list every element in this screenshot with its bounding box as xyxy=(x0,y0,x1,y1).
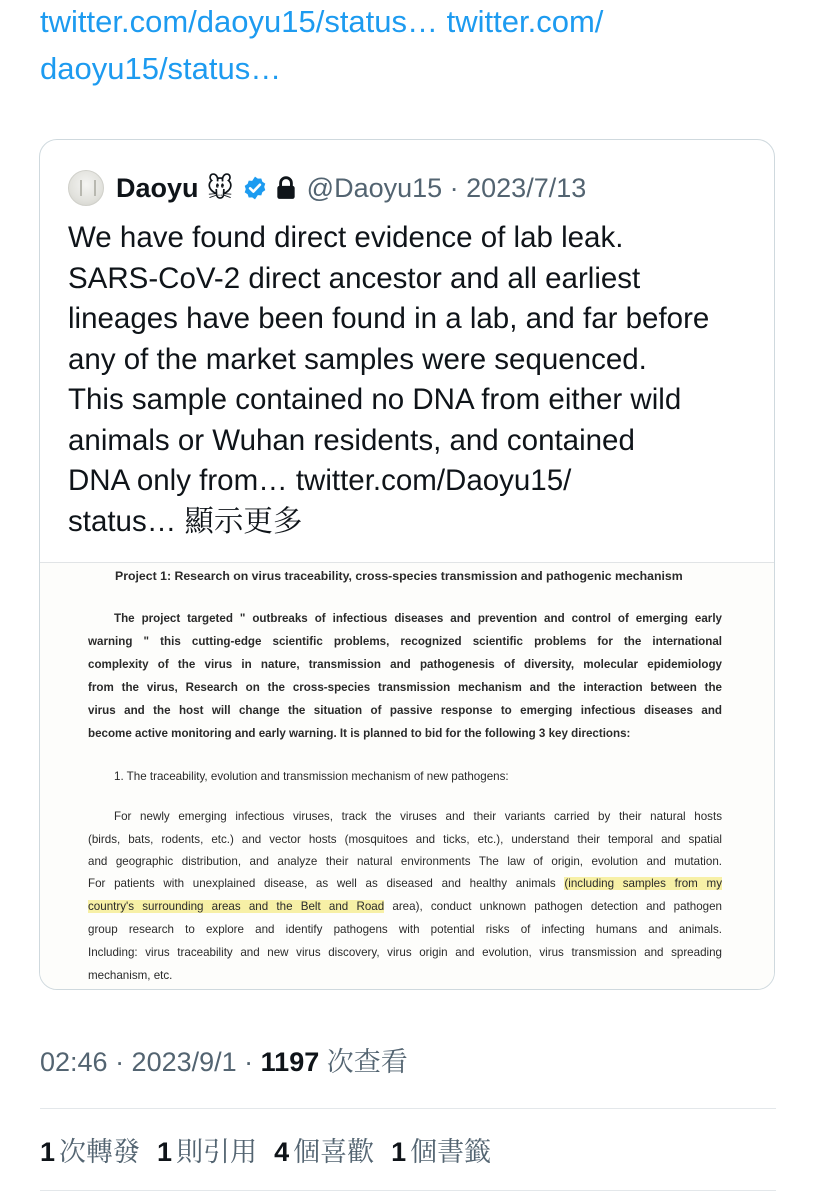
show-more-link[interactable]: 顯示更多 xyxy=(184,504,303,538)
quoted-text-line: DNA only from… twitter.com/Daoyu15/ xyxy=(68,464,572,497)
quoted-text-line: We have found direct evidence of lab leak. xyxy=(68,221,624,254)
quoted-text-line: animals or Wuhan residents, and contained xyxy=(68,423,635,457)
document-subheading: 1. The traceability, evolution and transmission mechanism of new pathogens: xyxy=(114,770,509,783)
document-paragraph-line: Including: virus traceability and new virus discovery, virus origin and evolution, virus transmission and spreading xyxy=(88,946,722,959)
quoted-author-name[interactable]: Daoyu xyxy=(116,172,199,203)
bookmarks-count: 1 xyxy=(391,1137,407,1167)
quoted-text-line: lineages have been found in a lab, and far before xyxy=(68,302,710,335)
highlighted-text: (including samples from my xyxy=(564,877,722,890)
likes-stat[interactable] xyxy=(274,1130,374,1169)
document-paragraph-line: warning " this cutting-edge scientific problems, recognized scientific problems for the international xyxy=(88,635,722,648)
document-title: Project 1: Research on virus traceability, cross-species transmission and pathogenic mechanism xyxy=(115,569,683,583)
document-paragraph-line: from the virus, Research on the cross-species transmission mechanism and the interaction between the xyxy=(88,681,722,694)
highlighted-text: country's surrounding areas and the Belt and Road xyxy=(88,900,385,913)
document-paragraph-line: (birds, bats, rodents, etc.) and vector hosts (mosquitoes and ticks, etc.), understand their temporal and spatial xyxy=(88,833,722,846)
quoted-handle-date: @Daoyu15 · 2023/7/13 xyxy=(306,172,587,203)
document-paragraph-line: become active monitoring and early warning. It is planned to bid for the following 3 key directions: xyxy=(88,727,631,740)
attached-document-image[interactable] xyxy=(40,562,775,990)
bookmarks-stat[interactable] xyxy=(391,1130,491,1169)
tweet-meta xyxy=(40,1040,408,1079)
quotes-label: 則引用 xyxy=(176,1137,258,1167)
retweets-stat[interactable] xyxy=(40,1130,140,1169)
quoted-text-line: status… xyxy=(68,504,177,538)
likes-count: 4 xyxy=(274,1137,290,1167)
document-paragraph-line xyxy=(88,876,722,892)
document-paragraph-line: The project targeted " outbreaks of infectious diseases and prevention and control of emerging early xyxy=(114,612,722,625)
verified-badge-icon xyxy=(242,175,268,201)
tweet-timestamp[interactable]: 02:46 · 2023/9/1 · xyxy=(40,1047,261,1077)
views-count: 1197 xyxy=(260,1047,320,1077)
divider xyxy=(40,1190,776,1191)
quoted-text-last-line xyxy=(68,502,758,543)
likes-label: 個喜歡 xyxy=(293,1137,375,1167)
quoted-text-line: any of the market samples were sequenced. xyxy=(68,342,647,376)
document-paragraph-line: complexity of the virus in nature, transmission and pathogenesis of diversity, molecular epidemiology xyxy=(88,658,722,671)
document-paragraph-line xyxy=(88,899,722,915)
document-paragraph-line: For newly emerging infectious viruses, track the viruses and their variants carried by their natural hosts xyxy=(114,810,722,823)
tweet-link-line-2[interactable]: daoyu15/status… xyxy=(40,51,282,86)
engagement-stats xyxy=(40,1130,508,1169)
bookmarks-label: 個書籤 xyxy=(410,1137,492,1167)
document-paragraph-line: group research to explore and identify pathogens with potential risks of infecting humans and animals. xyxy=(88,923,722,936)
document-text: For patients with unexplained disease, as well as diseased and healthy animals xyxy=(88,877,556,890)
document-paragraph-line: virus and the host will change the situation of passive response to emerging infectious diseases and xyxy=(88,704,722,717)
quotes-count: 1 xyxy=(157,1137,173,1167)
quoted-tweet-header xyxy=(68,170,586,206)
document-text: area), conduct unknown pathogen detection and pathogen xyxy=(392,900,722,913)
lock-icon xyxy=(275,175,297,201)
document-paragraph-line: mechanism, etc. xyxy=(88,969,173,982)
quoted-text-line: This sample contained no DNA from either wild xyxy=(68,383,682,416)
quotes-stat[interactable] xyxy=(157,1130,257,1169)
views-label: 次查看 xyxy=(326,1047,408,1077)
quoted-tweet-card[interactable] xyxy=(39,139,775,990)
retweets-count: 1 xyxy=(40,1137,56,1167)
quoted-text-line: SARS-CoV-2 direct ancestor and all earliest xyxy=(68,261,641,295)
retweets-label: 次轉發 xyxy=(59,1137,141,1167)
mouse-emoji: 🐭 xyxy=(206,172,234,203)
document-paragraph-line: and geographic distribution, and analyze their natural environments The law of origin, evolution and mutation. xyxy=(88,855,722,868)
divider xyxy=(40,1108,776,1109)
avatar[interactable] xyxy=(68,170,104,206)
quoted-tweet-text xyxy=(68,218,758,542)
tweet-link-line-1[interactable]: twitter.com/daoyu15/status… twitter.com/ xyxy=(40,4,604,39)
